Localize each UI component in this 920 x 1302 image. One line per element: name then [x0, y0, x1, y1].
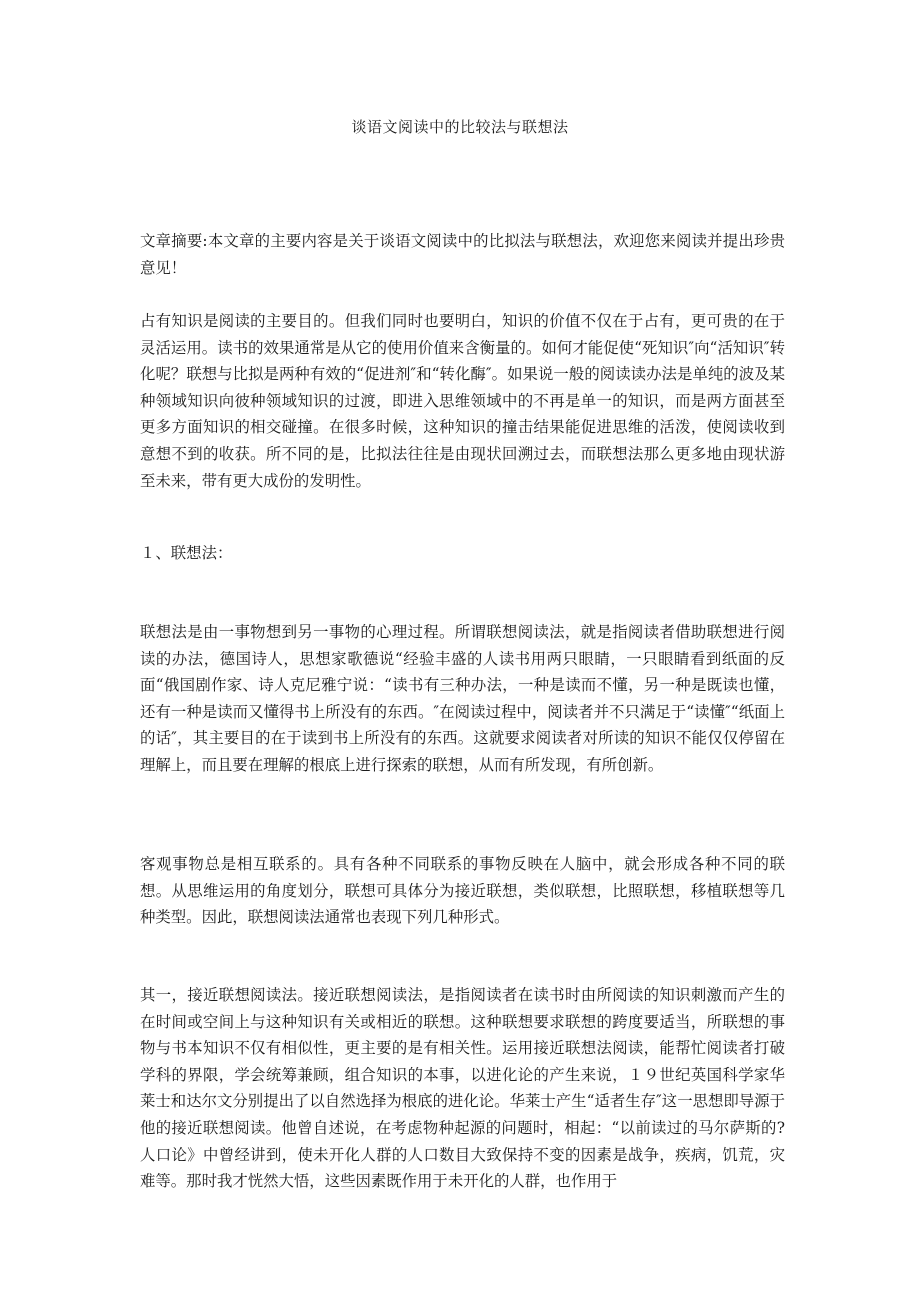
- section-heading: １、联想法：: [140, 544, 233, 562]
- intro-paragraph: 占有知识是阅读的主要目的。但我们同时也要明白，知识的价值不仅在于占有，更可贵的在于灵活运用。读书的效果通常是从它的使用价值来含衡量的。如何才能促使“死知识″向“活知识″转化呢？联想与比拟是两种有效的“促进剂″和“转化酶″。如果说一般的阅读读办法是单纯的波及某种领域知识向彼种领域知识的过渡，即进入思维领域中的不再是单一的知识，而是两方面甚至更多方面知识的相交碰撞。在很多时候，这种知识的撞击结果能促进思维的活泼，使阅读收到意想不到的收获。所不同的是，比拟法往往是由现状回溯过去，而联想法那么更多地由现状游至未来，带有更大成份的发明性。: [140, 312, 785, 490]
- definition-paragraph: 联想法是由一事物想到另一事物的心理过程。所谓联想阅读法，就是指阅读者借助联想进行阅读的办法，德国诗人，思想家歌德说“经验丰盛的人读书用两只眼睛，一只眼睛看到纸面的反面“俄国剧作家、诗人克尼雅宁说：“读书有三种办法，一种是读而不懂，另一种是既读也懂，还有一种是读而又懂得书上所没有的东西。″在阅读过程中，阅读者并不只满足于“读懂″“纸面上的话″，其主要目的在于读到书上所没有的东西。这就要求阅读者对所读的知识不能仅仅停留在理解上，而且要在理解的根底上进行探索的联想，从而有所发现，有所创新。: [140, 623, 785, 774]
- summary-paragraph: 文章摘要:本文章的主要内容是关于谈语文阅读中的比拟法与联想法，欢迎您来阅读并提出珍贵意见！: [140, 232, 785, 277]
- first-method-paragraph: 其一，接近联想阅读法。接近联想阅读法，是指阅读者在读书时由所阅读的知识刺激而产生的在时间或空间上与这种知识有关或相近的联想。这种联想要求联想的跨度要适当，所联想的事物与书本知识不仅有相似性，更主要的是有相关性。运用接近联想法阅读，能帮忙阅读者打破学科的界限，学会统筹兼顾，组合知识的本事，以进化论的产生来说，１９世纪英国科学家华莱士和达尔文分别提出了以自然选择为根底的进化论。华莱士产生“适者生存″这一思想即导源于他的接近联想阅读。他曾自述说，在考虑物种起源的问题时，相起：“以前读过的马尔萨斯的?人口论》中曾经讲到，使未开化人群的人口数目大致保持不变的因素是战争，疾病，饥荒，灾难等。那时我才恍然大悟，这些因素既作用于未开化的人群，也作用于: [140, 986, 785, 1191]
- types-paragraph: 客观事物总是相互联系的。具有各种不同联系的事物反映在人脑中，就会形成各种不同的联想。从思维运用的角度划分，联想可具体分为接近联想，类似联想，比照联想，移植联想等几种类型。因此，联想阅读法通常也表现下列几种形式。: [140, 855, 785, 927]
- document-title: 谈语文阅读中的比较法与联想法: [351, 118, 569, 136]
